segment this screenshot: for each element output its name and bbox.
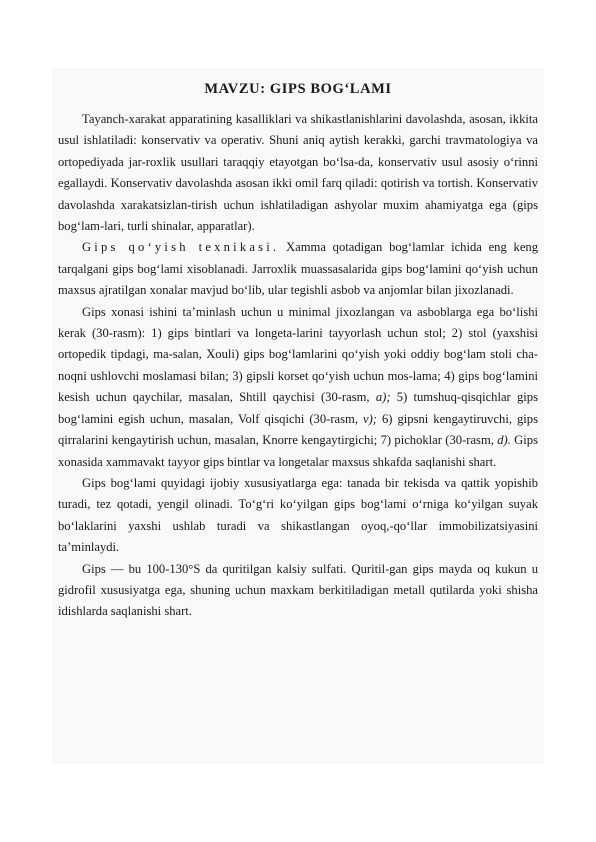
- text-run: Gips xonasida xammavakt tayyor gips bintlar va longetalar maxsus shkafda saqlanishi shart.: [58, 433, 538, 469]
- paragraph-intro: Tayanch-xarakat apparatining kasalliklari va shikastlanishlarini davolashda, asosan, ikkita usul ishlatiladi: konservativ va operativ. Shuni aniq aytish kerakki, garchi travmatologiya va ortopediyada jar-roxlik usullari taraqqiy etayotgan bo‘lsa-da, konservativ usul asosiy o‘rinni egallaydi. Konservativ davolashda asosan ikki omil farq qiladi: qotirish va tortish. Konservativ davolashda xarakatsizlan-tirish uchun ishlatiladigan ashyolar muxim ahamiyatga ega (gips bog‘lam-lari, turli shinalar, apparatlar).: [58, 112, 538, 234]
- section-heading: Gips qo‘yish texnikasi.: [82, 240, 280, 255]
- paragraph-gips-definition: Gips — bu 100-130°S da quritilgan kalsiy sulfati. Quritil-gan gips mayda oq kukun u gidrofil xususiyatga ega, shuning uchun maxkam berkitiladigan metall qutilarda yoki shisha idishlarda saqlanishi shart.: [58, 561, 538, 619]
- text-run: Gips xonasi ishini ta’minlash uchun u minimal jixozlangan va asboblarga ega bo‘lishi kerak (30-rasm): 1) gips bintlari va longeta-larini tayyorlash uchun stol; 2) stol (yaxshisi ortopedik tipdagi, ma-salan, Xouli) gips bog‘lamlarini qo‘yish yoki oddiy bog‘lam stoli cha-noqni ushlovchi moslamasi bilan; 3) gipsli korset qo‘yish uchun mos-lama; 4) gips bog‘lamini kesish uchun qaychilar, masalan, Shtill qaychisi (30-rasm,: [58, 304, 538, 405]
- paragraph-gips-technique: [58, 237, 538, 301]
- text-block: [52, 68, 544, 764]
- body-text: [52, 98, 544, 623]
- text-run: 6) gipsni kengaytiruvchi, gips qirralarini kengaytirish uchun, masalan, Knorre kengaytirgichi; 7) pichoklar (30-rasm,: [58, 411, 538, 448]
- paragraph-properties: Gips bog‘lami quyidagi ijobiy xususiyatlarga ega: tanada bir tekisda va qattik yopishib turadi, tez qotadi, yengil olinadi. To‘g‘ri ko‘yilgan gips bog‘lami o‘rniga ko‘yilgan suyak bo‘laklarini yaxshi ushlab turadi va shikastlangan oyoq,-qo‘llar immobilizatsiyasini ta’minlaydi.: [58, 475, 538, 555]
- paragraph-gips-room: [58, 302, 538, 473]
- text-run: 5) tumshuq-qisqichlar gips bog‘lamini egish uchun, masalan, Volf qisqichi (30-rasm,: [58, 390, 538, 426]
- italic-ref: a);: [375, 390, 391, 405]
- paragraph-body: Xamma qotadigan bog‘lamlar ichida eng keng tarqalgani gips bog‘lami xisoblanadi. Jarroxlik muassasalarida gips bog‘lamini qo‘yish uchun maxsus ajratilgan xonalar mavjud bo‘lib, ular tegishli asbob va anjomlar bilan jixozlanadi.: [58, 240, 538, 298]
- italic-ref: v);: [363, 411, 377, 426]
- page-title: MAVZU: GIPS BOG‘LAMI: [204, 81, 392, 97]
- italic-ref: d).: [497, 433, 511, 448]
